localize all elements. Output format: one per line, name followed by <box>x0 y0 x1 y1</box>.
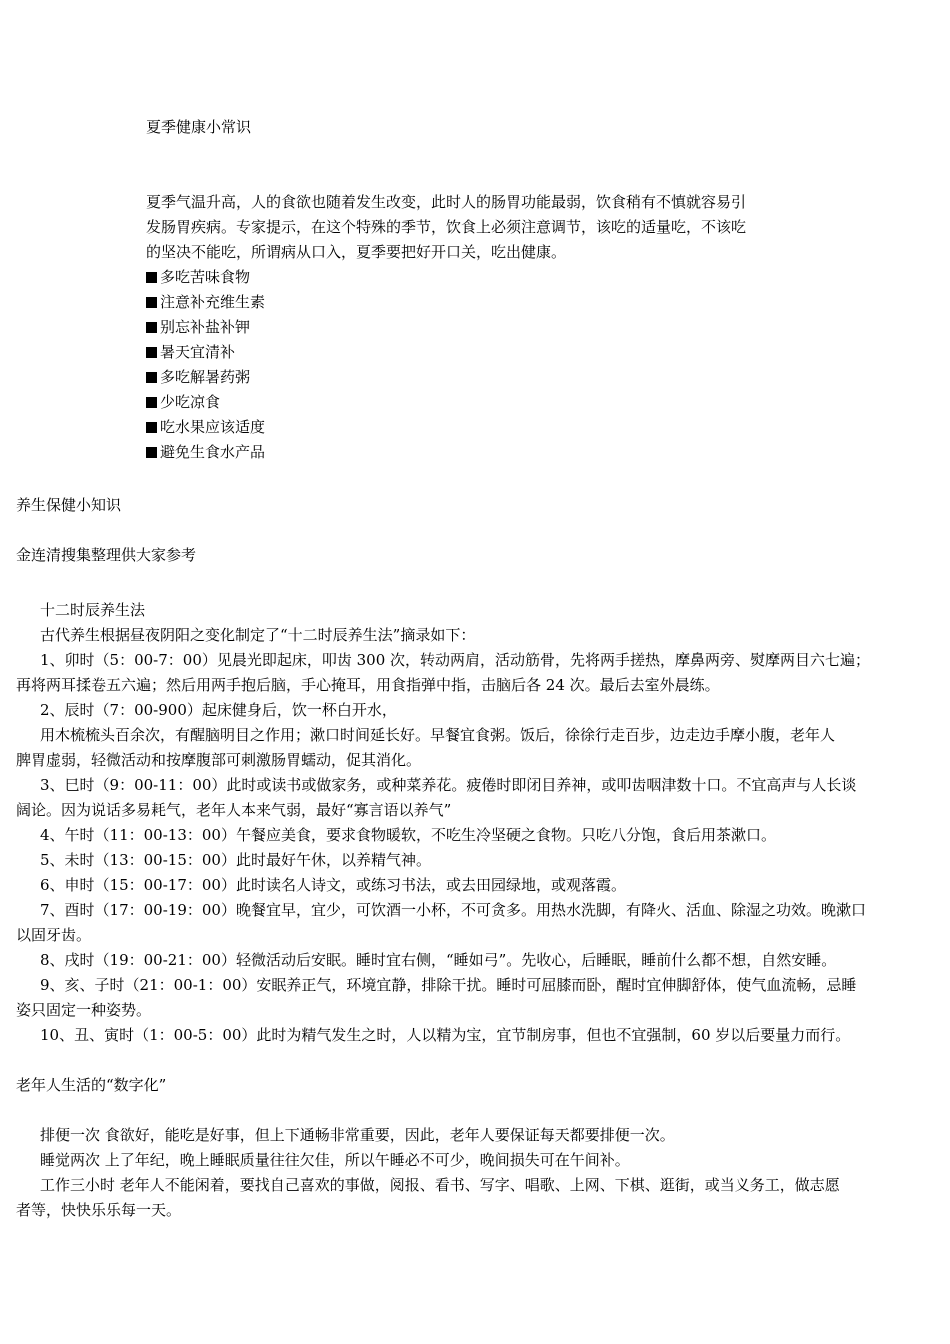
body-line: 3、巳时（9：00-11：00）此时或读书或做家务，或种菜养花。疲倦时即闭目养神，或叩齿咽津数十口。不宜高声与人长谈 <box>40 776 857 794</box>
square-bullet-icon <box>146 397 157 408</box>
body-line: 再将两耳揉卷五六遍；然后用两手抱后脑，手心掩耳，用食指弹中指，击脑后各 24 次。最后去室外晨练。 <box>16 676 720 694</box>
wellness-title: 养生保健小知识 <box>16 496 122 514</box>
summer-health-title: 夏季健康小常识 <box>146 118 252 136</box>
elder-line: 工作三小时 老年人不能闲着，要找自己喜欢的事做，阅报、看书、写字、唱歌、上网、下棋、逛街，或当义务工，做志愿 <box>40 1176 840 1194</box>
body-line: 8、戌时（19：00-21：00）轻微活动后安眠。睡时宜右侧，“睡如弓”。先收心，后睡眠，睡前什么都不想，自然安睡。 <box>40 951 837 969</box>
body-line: 4、午时（11：00-13：00）午餐应美食，要求食物暖软，不吃生冷坚硬之食物。只吃八分饱，食后用茶漱口。 <box>40 826 776 844</box>
body-line: 2、辰时（7：00-900）起床健身后，饮一杯白开水， <box>40 701 397 719</box>
elderly-life-title: 老年人生活的“数字化” <box>16 1076 167 1094</box>
body-line: 1、卯时（5：00-7：00）见晨光即起床，叩齿 300 次，转动两肩，活动筋骨，先将两手搓热，摩鼻两旁、熨摩两目六七遍； <box>40 651 871 669</box>
elder-line: 者等，快快乐乐每一天。 <box>16 1201 182 1219</box>
bullet-item: 注意补充维生素 <box>146 295 265 310</box>
body-line: 5、未时（13：00-15：00）此时最好午休，以养精气神。 <box>40 851 431 869</box>
body-line: 6、申时（15：00-17：00）此时读名人诗文，或练习书法，或去田园绿地，或观落霞。 <box>40 876 626 894</box>
bullet-item: 多吃苦味食物 <box>146 270 250 285</box>
body-line: 以固牙齿。 <box>16 926 92 944</box>
bullet-item: 吃水果应该适度 <box>146 420 265 435</box>
square-bullet-icon <box>146 447 157 458</box>
square-bullet-icon <box>146 347 157 358</box>
body-line: 10、丑、寅时（1：00-5：00）此时为精气发生之时，人以精为宝，宜节制房事，但也不宜强制，60 岁以后要量力而行。 <box>40 1026 851 1044</box>
body-line: 阔论。因为说话多易耗气，老年人本来气弱，最好“寡言语以养气” <box>16 801 452 819</box>
body-line: 姿只固定一种姿势。 <box>16 1001 152 1019</box>
elder-line: 睡觉两次 上了年纪，晚上睡眠质量往往欠佳，所以午睡必不可少，晚间损失可在午间补。 <box>40 1151 630 1169</box>
square-bullet-icon <box>146 372 157 383</box>
intro-line-2: 发肠胃疾病。专家提示，在这个特殊的季节，饮食上必须注意调节，该吃的适量吃，不该吃 <box>146 218 747 236</box>
bullet-item: 少吃凉食 <box>146 395 220 410</box>
intro-line-3: 的坚决不能吃，所谓病从口入，夏季要把好开口关，吃出健康。 <box>146 243 567 261</box>
body-line: 用木梳梳头百余次，有醒脑明目之作用；漱口时间延长好。早餐宜食粥。饭后，徐徐行走百步，边走边手摩小腹，老年人 <box>40 726 836 744</box>
square-bullet-icon <box>146 322 157 333</box>
body-line: 7、酉时（17：00-19：00）晚餐宜早，宜少，可饮酒一小杯，不可贪多。用热水洗脚，有降火、活血、除湿之功效。晚漱口 <box>40 901 866 919</box>
square-bullet-icon <box>146 297 157 308</box>
intro-line-1: 夏季气温升高，人的食欲也随着发生改变，此时人的肠胃功能最弱，饮食稍有不慎就容易引 <box>146 193 747 211</box>
elder-line: 排便一次 食欲好，能吃是好事，但上下通畅非常重要，因此，老年人要保证每天都要排便一次。 <box>40 1126 675 1144</box>
bullet-item: 多吃解暑药粥 <box>146 370 250 385</box>
credit-line: 金连清搜集整理供大家参考 <box>16 546 197 564</box>
square-bullet-icon <box>146 272 157 283</box>
bullet-item: 暑天宜清补 <box>146 345 235 360</box>
body-line: 9、亥、子时（21：00-1：00）安眠养正气，环境宜静，排除干扰。睡时可屈膝而卧，醒时宜伸脚舒体，使气血流畅，忌睡 <box>40 976 857 994</box>
bullet-item: 别忘补盐补钾 <box>146 320 250 335</box>
body-line: 古代养生根据昼夜阴阳之变化制定了“十二时辰养生法”摘录如下： <box>40 626 476 644</box>
body-line: 脾胃虚弱，轻微活动和按摩腹部可刺激肠胃蠕动，促其消化。 <box>16 751 422 769</box>
square-bullet-icon <box>146 422 157 433</box>
bullet-item: 避免生食水产品 <box>146 445 265 460</box>
section-title: 十二时辰养生法 <box>40 601 146 619</box>
